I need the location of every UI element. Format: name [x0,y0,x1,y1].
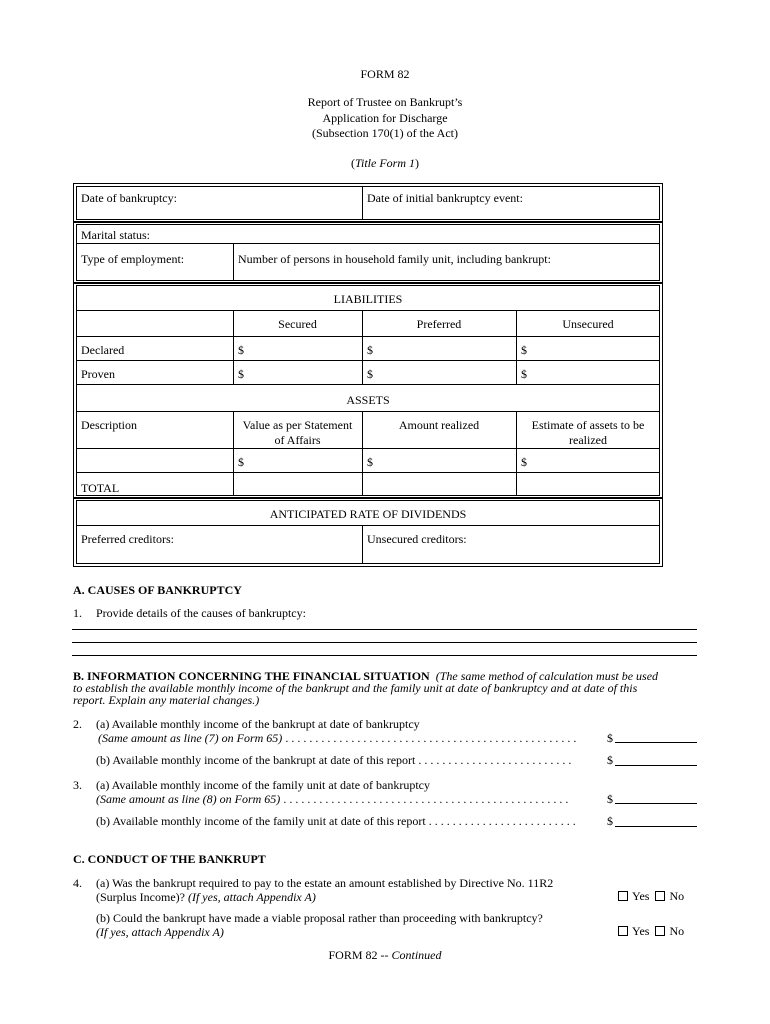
assets-heading: ASSETS [346,393,390,407]
item2b-dollar: $ [607,753,613,767]
item2a-line1: (a) Available monthly income of the bankrupt at date of bankruptcy [96,717,420,731]
item3a-line1: (a) Available monthly income of the family unit at date of bankruptcy [96,778,431,792]
declared-unsecured-dollar: $ [521,343,527,357]
answer-line[interactable] [72,642,697,643]
form-title-line1: Report of Trustee on Bankrupt’s [307,95,463,109]
description-label: Description [81,418,137,432]
item2a-amount-field[interactable] [615,742,697,743]
item3-number: 3. [73,778,82,792]
proven-secured-dollar: $ [238,367,244,381]
col-secured: Secured [278,317,317,331]
item4a-line2: (Surplus Income)? (If yes, attach Appendix A) [96,890,316,904]
item3b-text: (b) Available monthly income of the family unit at date of this report . . . . . . . . . . . . . . . . . . . . . . . . . [96,814,576,828]
row-proven-label: Proven [81,367,115,381]
assets-estimate-dollar: $ [521,455,527,469]
col-preferred: Preferred [416,317,462,331]
declared-preferred-dollar: $ [367,343,373,357]
assets-realized-dollar: $ [367,455,373,469]
item4a-yes-checkbox[interactable]: Yes [618,889,649,903]
item2a-dollar: $ [607,731,613,745]
section-c-heading: C. CONDUCT OF THE BANKRUPT [73,852,266,866]
title-form-ref: (Title Form 1) [350,156,419,170]
item1-text: Provide details of the causes of bankruptcy: [96,606,306,620]
preferred-creditors-label: Preferred creditors: [81,532,174,546]
declared-secured-dollar: $ [238,343,244,357]
assets-value-dollar: $ [238,455,244,469]
item4a-line1: (a) Was the bankrupt required to pay to the estate an amount established by Directive No. 11R2 [96,876,554,890]
item4a-yes-no [618,889,684,904]
proven-unsecured-dollar: $ [521,367,527,381]
form-number: FORM 82 [360,67,410,81]
section-a-heading: A. CAUSES OF BANKRUPTCY [73,583,242,597]
item4b-yes-checkbox[interactable]: Yes [618,924,649,938]
date-of-bankruptcy-label: Date of bankruptcy: [81,191,177,205]
item2a-line2: (Same amount as line (7) on Form 65) . . . . . . . . . . . . . . . . . . . . . . . . . . . . . . . . . . . . . . . . . . . . . . . . . [98,731,577,745]
unsecured-creditors-label: Unsecured creditors: [367,532,467,546]
form-title-line2: Application for Discharge [322,111,448,125]
item3a-line2: (Same amount as line (8) on Form 65) . . . . . . . . . . . . . . . . . . . . . . . . . . . . . . . . . . . . . . . . . . . . . . . . [96,792,569,806]
item3b-dollar: $ [607,814,613,828]
col-unsecured: Unsecured [562,317,614,331]
item4a-no-checkbox[interactable]: No [655,889,684,903]
item4b-no-checkbox[interactable]: No [655,924,684,938]
item4b-line1: (b) Could the bankrupt have made a viable proposal rather than proceeding with bankruptcy? [96,911,543,925]
dividends-heading: ANTICIPATED RATE OF DIVIDENDS [269,507,467,521]
item1-number: 1. [73,606,82,620]
persons-in-household-label: Number of persons in household family unit, including bankrupt: [238,252,551,266]
section-b-heading: B. INFORMATION CONCERNING THE FINANCIAL SITUATION (The same method of calculation must be used to establish the available monthly income of the bankrupt and the family unit at date of bankruptcy and at date of this report. Explain any material changes.) [73,669,659,707]
date-initial-event-label: Date of initial bankruptcy event: [367,191,523,205]
item4b-yes-no [618,924,684,939]
item2-number: 2. [73,717,82,731]
type-of-employment-label: Type of employment: [81,252,185,266]
amount-realized-label: Amount realized [398,418,480,432]
total-label: TOTAL [81,481,120,495]
form-subsection: (Subsection 170(1) of the Act) [312,126,458,140]
estimate-assets-label: Estimate of assets to be realized [531,418,645,447]
marital-status-label: Marital status: [81,228,150,242]
proven-preferred-dollar: $ [367,367,373,381]
answer-line[interactable] [72,655,697,656]
value-per-statement-label: Value as per Statement of Affairs [242,418,353,447]
item2b-text: (b) Available monthly income of the bankrupt at date of this report . . . . . . . . . . . . . . . . . . . . . . . . . . [96,753,572,767]
row-declared-label: Declared [81,343,125,357]
item4b-note: (If yes, attach Appendix A) [96,925,224,939]
item3b-amount-field[interactable] [615,826,697,827]
answer-line[interactable] [72,629,697,630]
liabilities-heading: LIABILITIES [333,292,403,306]
item2b-amount-field[interactable] [615,765,697,766]
item3a-dollar: $ [607,792,613,806]
item3a-amount-field[interactable] [615,803,697,804]
footer-continued: FORM 82 -- Continued [328,948,442,962]
item4-number: 4. [73,876,82,890]
